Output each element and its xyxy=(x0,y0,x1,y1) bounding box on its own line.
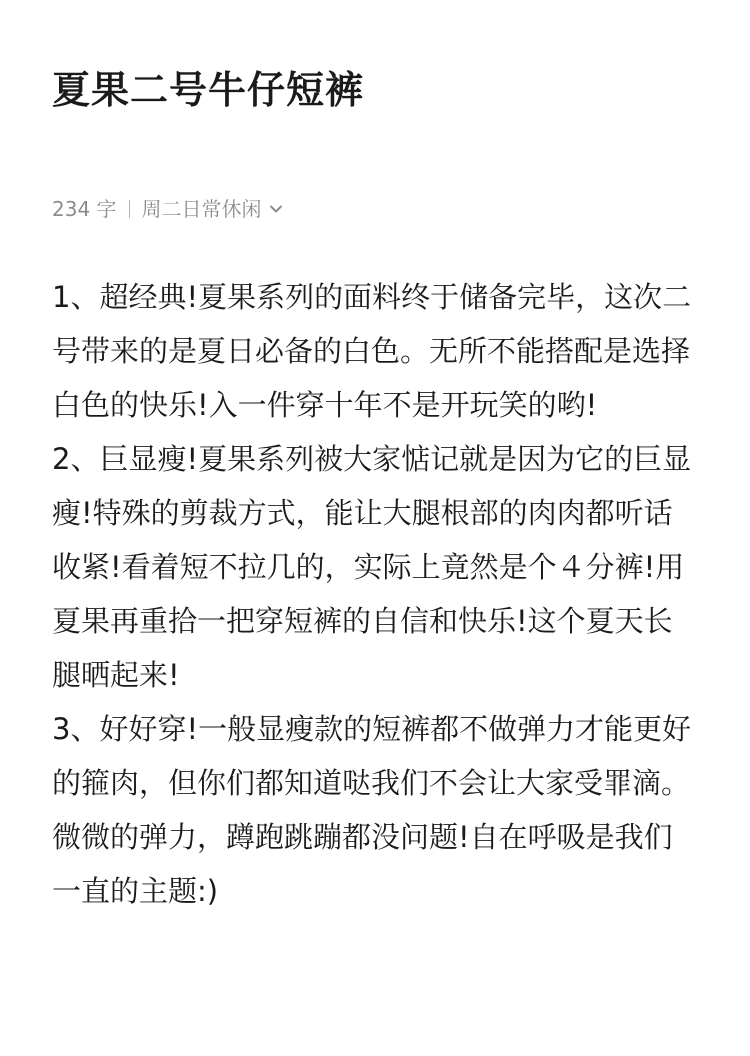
paragraph-2: 2、巨显瘦!夏果系列被大家惦记就是因为它的巨显瘦!特殊的剪裁方式，能让大腿根部的肉肉都听话收紧!看着短不拉几的，实际上竟然是个４分裤!用夏果再重拾一把穿短裤的自信和快乐!这个夏天长腿晒起来! xyxy=(52,442,692,692)
article-body xyxy=(52,270,698,918)
paragraph-1: 1、超经典!夏果系列的面料终于储备完毕，这次二号带来的是夏日必备的白色。无所不能搭配是选择白色的快乐!入一件穿十年不是开玩笑的哟! xyxy=(52,280,692,422)
category-label: 周二日常休闲 xyxy=(141,197,262,221)
article-meta xyxy=(52,194,284,224)
chevron-down-icon[interactable] xyxy=(268,201,284,217)
meta-divider xyxy=(129,200,130,218)
paragraph-3: 3、好好穿!一般显瘦款的短裤都不做弹力才能更好的箍肉，但你们都知道哒我们不会让大家受罪滴。微微的弹力，蹲跑跳蹦都没问题!自在呼吸是我们一直的主题:) xyxy=(52,712,692,908)
article-title: 夏果二号牛仔短裤 xyxy=(52,68,365,112)
category-selector[interactable] xyxy=(142,194,262,224)
word-count: 234 字 xyxy=(52,197,117,221)
